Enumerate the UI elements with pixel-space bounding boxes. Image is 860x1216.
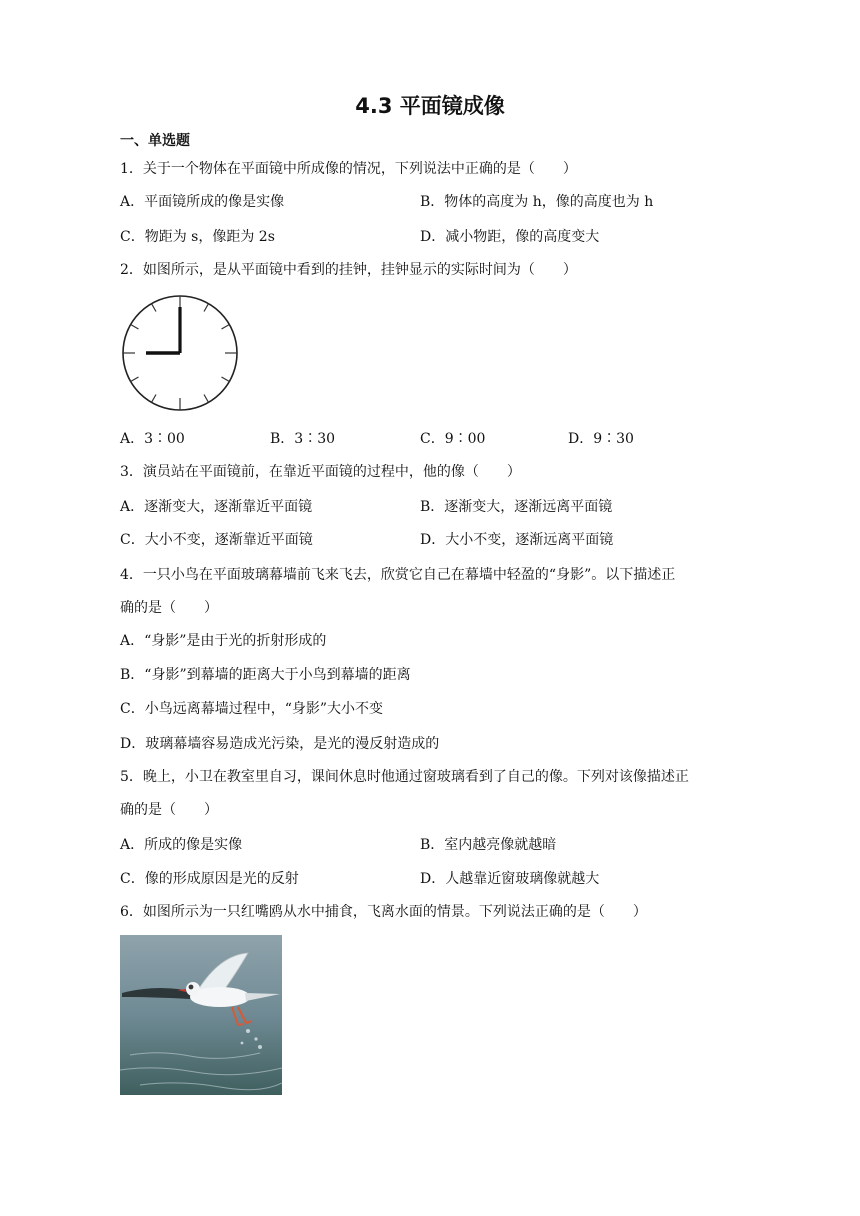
mirror-clock-figure — [120, 293, 240, 413]
q5-stem-line2: 确的是（ ） — [120, 802, 218, 818]
q2-option-a[interactable]: A．3∶00 — [120, 431, 185, 447]
q2-option-c[interactable]: C．9∶00 — [420, 431, 486, 447]
q5-option-d[interactable]: D．人越靠近窗玻璃像就越大 — [420, 871, 600, 887]
q3-stem: 3．演员站在平面镜前，在靠近平面镜的过程中，他的像（ ） — [120, 464, 521, 480]
q3-option-b[interactable]: B．逐渐变大，逐渐远离平面镜 — [420, 499, 613, 515]
q1-option-a[interactable]: A．平面镜所成的像是实像 — [120, 194, 285, 210]
q1-option-b[interactable]: B．物体的高度为 h，像的高度也为 h — [420, 194, 654, 210]
q4-stem-line1: 4．一只小鸟在平面玻璃幕墙前飞来飞去，欣赏它自己在幕墙中轻盈的“身影”。以下描述正 — [120, 567, 676, 583]
q4-option-c[interactable]: C．小鸟远离幕墙过程中，“身影”大小不变 — [120, 701, 384, 717]
q2-option-b[interactable]: B．3∶30 — [270, 431, 336, 447]
q5-option-b[interactable]: B．室内越亮像就越暗 — [420, 837, 557, 853]
q4-option-d[interactable]: D．玻璃幕墙容易造成光污染，是光的漫反射造成的 — [120, 736, 440, 752]
q1-stem: 1．关于一个物体在平面镜中所成像的情况，下列说法中正确的是（ ） — [120, 161, 577, 177]
q4-option-a[interactable]: A．“身影”是由于光的折射形成的 — [120, 633, 327, 649]
q2-stem: 2．如图所示，是从平面镜中看到的挂钟，挂钟显示的实际时间为（ ） — [120, 262, 577, 278]
water-background — [120, 935, 282, 1095]
q1-option-c[interactable]: C．物距为 s，像距为 2s — [120, 229, 275, 245]
q4-option-b[interactable]: B．“身影”到幕墙的距离大于小鸟到幕墙的距离 — [120, 667, 411, 683]
q4-stem-line2: 确的是（ ） — [120, 600, 218, 616]
page-title: 4.3 平面镜成像 — [355, 94, 505, 118]
q3-option-c[interactable]: C．大小不变，逐渐靠近平面镜 — [120, 532, 313, 548]
q2-option-d[interactable]: D．9∶30 — [568, 431, 634, 447]
q1-option-d[interactable]: D．减小物距，像的高度变大 — [420, 229, 600, 245]
gull-photo — [120, 935, 282, 1095]
q5-stem-line1: 5．晚上，小卫在教室里自习，课间休息时他通过窗玻璃看到了自己的像。下列对该像描述正 — [120, 769, 689, 785]
q3-option-d[interactable]: D．大小不变，逐渐远离平面镜 — [420, 532, 614, 548]
q6-stem: 6．如图所示为一只红嘴鸥从水中捕食，飞离水面的情景。下列说法正确的是（ ） — [120, 904, 647, 920]
q5-option-c[interactable]: C．像的形成原因是光的反射 — [120, 871, 299, 887]
q3-option-a[interactable]: A．逐渐变大，逐渐靠近平面镜 — [120, 499, 313, 515]
section-heading: 一、单选题 — [120, 133, 190, 149]
q5-option-a[interactable]: A．所成的像是实像 — [120, 837, 243, 853]
